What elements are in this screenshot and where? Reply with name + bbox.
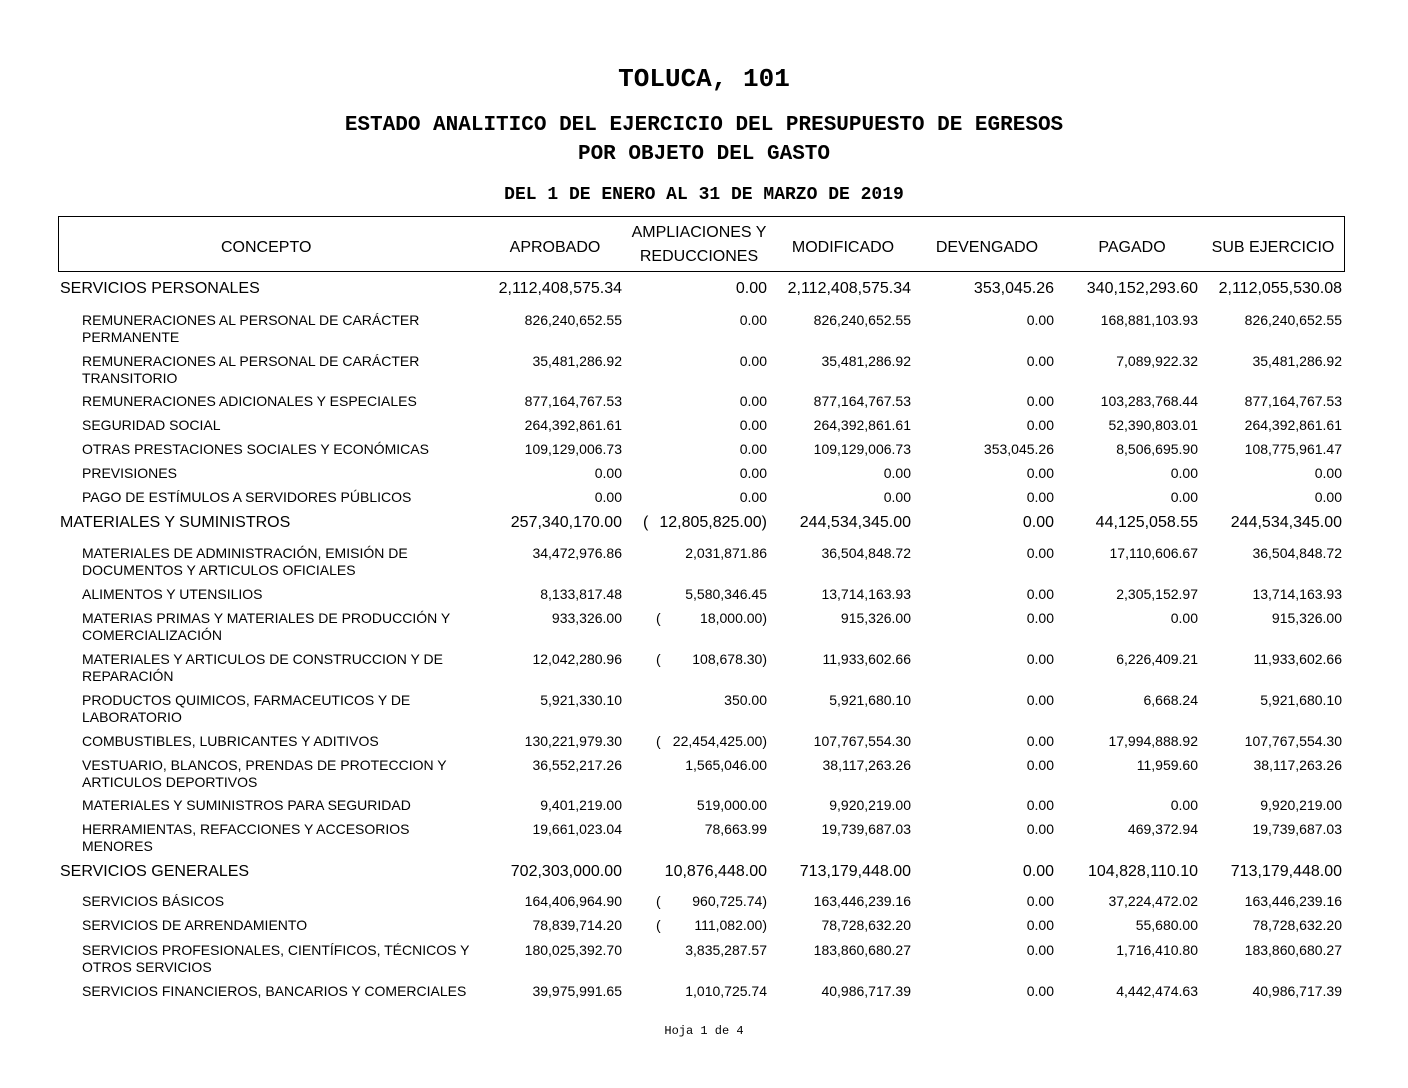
report-period: DEL 1 DE ENERO AL 31 DE MARZO DE 2019 bbox=[504, 185, 904, 205]
ampliaciones-cell: 78,663.99 bbox=[704, 821, 767, 837]
aprobado-cell: 12,042,280.96 bbox=[532, 651, 622, 667]
devengado-cell: 0.00 bbox=[1026, 417, 1054, 433]
pagado-cell: 469,372.94 bbox=[1127, 821, 1198, 837]
ampliaciones-cell: 3,835,287.57 bbox=[685, 942, 767, 958]
modificado-cell: 264,392,861.61 bbox=[813, 417, 911, 433]
devengado-cell: 0.00 bbox=[1026, 545, 1054, 561]
devengado-cell: 0.00 bbox=[1026, 465, 1054, 481]
pagado-cell: 17,994,888.92 bbox=[1108, 733, 1198, 749]
aprobado-cell: 257,340,170.00 bbox=[510, 514, 622, 531]
modificado-cell: 0.00 bbox=[883, 489, 911, 505]
devengado-cell: 0.00 bbox=[1026, 393, 1054, 409]
modificado-cell: 713,179,448.00 bbox=[799, 863, 911, 880]
column-header-devengado: DEVENGADO bbox=[935, 239, 1039, 256]
concepto-cell: PRODUCTOS QUIMICOS, FARMACEUTICOS Y DE LABORATORIO bbox=[82, 692, 411, 725]
sub-ejercicio-cell: 915,326.00 bbox=[1271, 610, 1342, 626]
devengado-cell: 0.00 bbox=[1026, 797, 1054, 813]
sub-ejercicio-cell: 5,921,680.10 bbox=[1260, 692, 1342, 708]
ampliaciones-cell: 5,580,346.45 bbox=[685, 586, 767, 602]
concepto-cell: COMBUSTIBLES, LUBRICANTES Y ADITIVOS bbox=[82, 733, 379, 749]
pagado-cell: 0.00 bbox=[1170, 797, 1198, 813]
aprobado-cell: 2,112,408,575.34 bbox=[498, 280, 622, 297]
ampliaciones-cell: 18,000.00) bbox=[700, 610, 767, 626]
aprobado-cell: 933,326.00 bbox=[551, 610, 622, 626]
ampliaciones-cell: 2,031,871.86 bbox=[685, 545, 767, 561]
concepto-cell: HERRAMIENTAS, REFACCIONES Y ACCESORIOS MENORES bbox=[82, 821, 410, 854]
sub-ejercicio-cell: 244,534,345.00 bbox=[1230, 514, 1342, 531]
ampliaciones-cell: 108,678.30) bbox=[692, 651, 767, 667]
pagado-cell: 37,224,472.02 bbox=[1108, 893, 1198, 909]
negative-paren: ( bbox=[656, 651, 661, 667]
ampliaciones-cell: 1,565,046.00 bbox=[685, 757, 767, 773]
column-header-ampliaciones-line2: REDUCCIONES bbox=[639, 248, 759, 265]
pagado-cell: 52,390,803.01 bbox=[1108, 417, 1198, 433]
aprobado-cell: 78,839,714.20 bbox=[532, 917, 622, 933]
aprobado-cell: 34,472,976.86 bbox=[532, 545, 622, 561]
aprobado-cell: 109,129,006.73 bbox=[524, 441, 622, 457]
sub-ejercicio-cell: 0.00 bbox=[1314, 465, 1342, 481]
sub-ejercicio-cell: 163,446,239.16 bbox=[1244, 893, 1342, 909]
negative-paren: ( bbox=[656, 733, 661, 749]
aprobado-cell: 8,133,817.48 bbox=[540, 586, 622, 602]
ampliaciones-cell: 350.00 bbox=[724, 692, 767, 708]
aprobado-cell: 164,406,964.90 bbox=[524, 893, 622, 909]
aprobado-cell: 35,481,286.92 bbox=[532, 353, 622, 369]
negative-paren: ( bbox=[656, 610, 661, 626]
pagado-cell: 0.00 bbox=[1170, 610, 1198, 626]
devengado-cell: 0.00 bbox=[1026, 586, 1054, 602]
modificado-cell: 107,767,554.30 bbox=[813, 733, 911, 749]
column-header-ampliaciones-line1: AMPLIACIONES Y bbox=[631, 224, 767, 241]
modificado-cell: 109,129,006.73 bbox=[813, 441, 911, 457]
devengado-cell: 0.00 bbox=[1022, 863, 1054, 880]
negative-paren: ( bbox=[656, 893, 661, 909]
modificado-cell: 11,933,602.66 bbox=[822, 651, 911, 667]
concepto-cell: ALIMENTOS Y UTENSILIOS bbox=[82, 586, 263, 602]
aprobado-cell: 36,552,217.26 bbox=[532, 757, 622, 773]
column-header-modificado: MODIFICADO bbox=[791, 239, 895, 256]
column-header-concepto: CONCEPTO bbox=[221, 239, 312, 256]
concepto-cell: MATERIALES Y ARTICULOS DE CONSTRUCCION Y DE REPARACIÓN bbox=[82, 651, 443, 684]
sub-ejercicio-cell: 11,933,602.66 bbox=[1253, 651, 1342, 667]
pagado-cell: 340,152,293.60 bbox=[1086, 280, 1198, 297]
concepto-cell: REMUNERACIONES AL PERSONAL DE CARÁCTER PERMANENTE bbox=[82, 312, 420, 345]
devengado-cell: 0.00 bbox=[1026, 610, 1054, 626]
pagado-cell: 4,442,474.63 bbox=[1116, 983, 1198, 999]
concepto-cell: SERVICIOS BÁSICOS bbox=[82, 893, 225, 909]
column-header-pagado: PAGADO bbox=[1098, 239, 1166, 256]
page-number: Hoja 1 de 4 bbox=[664, 1024, 744, 1038]
concepto-cell: REMUNERACIONES AL PERSONAL DE CARÁCTER TRANSITORIO bbox=[82, 353, 420, 386]
pagado-cell: 168,881,103.93 bbox=[1100, 312, 1198, 328]
sub-ejercicio-cell: 19,739,687.03 bbox=[1252, 821, 1342, 837]
ampliaciones-cell: 1,010,725.74 bbox=[685, 983, 767, 999]
sub-ejercicio-cell: 108,775,961.47 bbox=[1244, 441, 1342, 457]
modificado-cell: 244,534,345.00 bbox=[799, 514, 911, 531]
aprobado-cell: 702,303,000.00 bbox=[510, 863, 622, 880]
modificado-cell: 163,446,239.16 bbox=[813, 893, 911, 909]
devengado-cell: 0.00 bbox=[1026, 983, 1054, 999]
ampliaciones-cell: 0.00 bbox=[739, 312, 767, 328]
ampliaciones-cell: 111,082.00) bbox=[694, 917, 767, 933]
aprobado-cell: 9,401,219.00 bbox=[540, 797, 622, 813]
devengado-cell: 0.00 bbox=[1026, 821, 1054, 837]
modificado-cell: 19,739,687.03 bbox=[821, 821, 911, 837]
column-header-aprobado: APROBADO bbox=[509, 239, 601, 256]
devengado-cell: 0.00 bbox=[1026, 489, 1054, 505]
sub-ejercicio-cell: 78,728,632.20 bbox=[1252, 917, 1342, 933]
sub-ejercicio-cell: 264,392,861.61 bbox=[1244, 417, 1342, 433]
modificado-cell: 40,986,717.39 bbox=[821, 983, 911, 999]
devengado-cell: 0.00 bbox=[1026, 942, 1054, 958]
ampliaciones-cell: 12,805,825.00) bbox=[659, 514, 767, 531]
concepto-cell: MATERIAS PRIMAS Y MATERIALES DE PRODUCCIÓN Y COMERCIALIZACIÓN bbox=[82, 610, 450, 643]
sub-ejercicio-cell: 107,767,554.30 bbox=[1244, 733, 1342, 749]
devengado-cell: 0.00 bbox=[1026, 312, 1054, 328]
sub-ejercicio-cell: 183,860,680.27 bbox=[1244, 942, 1342, 958]
modificado-cell: 5,921,680.10 bbox=[829, 692, 911, 708]
ampliaciones-cell: 960,725.74) bbox=[692, 893, 767, 909]
pagado-cell: 1,716,410.80 bbox=[1116, 942, 1198, 958]
pagado-cell: 44,125,058.55 bbox=[1095, 514, 1198, 531]
modificado-cell: 13,714,163.93 bbox=[821, 586, 911, 602]
aprobado-cell: 0.00 bbox=[594, 465, 622, 481]
devengado-cell: 0.00 bbox=[1026, 692, 1054, 708]
aprobado-cell: 5,921,330.10 bbox=[540, 692, 622, 708]
ampliaciones-cell: 519,000.00 bbox=[696, 797, 767, 813]
concepto-cell: MATERIALES Y SUMINISTROS bbox=[60, 514, 291, 531]
concepto-cell: OTRAS PRESTACIONES SOCIALES Y ECONÓMICAS bbox=[82, 441, 429, 457]
modificado-cell: 877,164,767.53 bbox=[813, 393, 911, 409]
aprobado-cell: 180,025,392.70 bbox=[524, 942, 622, 958]
devengado-cell: 353,045.26 bbox=[973, 280, 1054, 297]
concepto-cell: SERVICIOS PERSONALES bbox=[60, 280, 260, 297]
aprobado-cell: 0.00 bbox=[594, 489, 622, 505]
ampliaciones-cell: 0.00 bbox=[739, 393, 767, 409]
negative-paren: ( bbox=[656, 917, 661, 933]
modificado-cell: 2,112,408,575.34 bbox=[787, 280, 911, 297]
concepto-cell: SERVICIOS FINANCIEROS, BANCARIOS Y COMERCIALES bbox=[82, 983, 467, 999]
concepto-cell: PREVISIONES bbox=[82, 465, 177, 481]
pagado-cell: 0.00 bbox=[1170, 489, 1198, 505]
concepto-cell: MATERIALES Y SUMINISTROS PARA SEGURIDAD bbox=[82, 797, 411, 813]
ampliaciones-cell: 0.00 bbox=[739, 489, 767, 505]
aprobado-cell: 130,221,979.30 bbox=[524, 733, 622, 749]
aprobado-cell: 826,240,652.55 bbox=[524, 312, 622, 328]
pagado-cell: 7,089,922.32 bbox=[1116, 353, 1198, 369]
pagado-cell: 55,680.00 bbox=[1135, 917, 1198, 933]
sub-ejercicio-cell: 877,164,767.53 bbox=[1244, 393, 1342, 409]
ampliaciones-cell: 0.00 bbox=[739, 417, 767, 433]
modificado-cell: 9,920,219.00 bbox=[829, 797, 911, 813]
sub-ejercicio-cell: 9,920,219.00 bbox=[1260, 797, 1342, 813]
report-title-line2: POR OBJETO DEL GASTO bbox=[577, 143, 831, 166]
pagado-cell: 103,283,768.44 bbox=[1100, 393, 1198, 409]
sub-ejercicio-cell: 38,117,263.26 bbox=[1253, 757, 1342, 773]
modificado-cell: 78,728,632.20 bbox=[821, 917, 911, 933]
sub-ejercicio-cell: 826,240,652.55 bbox=[1244, 312, 1342, 328]
concepto-cell: PAGO DE ESTÍMULOS A SERVIDORES PÚBLICOS bbox=[82, 489, 412, 505]
devengado-cell: 0.00 bbox=[1026, 893, 1054, 909]
ampliaciones-cell: 0.00 bbox=[739, 465, 767, 481]
ampliaciones-cell: 22,454,425.00) bbox=[672, 733, 767, 749]
devengado-cell: 0.00 bbox=[1026, 917, 1054, 933]
pagado-cell: 17,110,606.67 bbox=[1109, 545, 1198, 561]
ampliaciones-cell: 0.00 bbox=[735, 280, 767, 297]
devengado-cell: 0.00 bbox=[1026, 651, 1054, 667]
pagado-cell: 0.00 bbox=[1170, 465, 1198, 481]
aprobado-cell: 877,164,767.53 bbox=[524, 393, 622, 409]
sub-ejercicio-cell: 713,179,448.00 bbox=[1230, 863, 1342, 880]
pagado-cell: 6,668.24 bbox=[1143, 692, 1198, 708]
ampliaciones-cell: 0.00 bbox=[739, 441, 767, 457]
pagado-cell: 6,226,409.21 bbox=[1116, 651, 1198, 667]
aprobado-cell: 39,975,991.65 bbox=[532, 983, 622, 999]
modificado-cell: 0.00 bbox=[883, 465, 911, 481]
pagado-cell: 11,959.60 bbox=[1136, 757, 1198, 773]
concepto-cell: SERVICIOS DE ARRENDAMIENTO bbox=[82, 917, 308, 933]
modificado-cell: 35,481,286.92 bbox=[821, 353, 911, 369]
sub-ejercicio-cell: 36,504,848.72 bbox=[1252, 545, 1342, 561]
sub-ejercicio-cell: 13,714,163.93 bbox=[1252, 586, 1342, 602]
modificado-cell: 36,504,848.72 bbox=[821, 545, 911, 561]
aprobado-cell: 264,392,861.61 bbox=[524, 417, 622, 433]
devengado-cell: 0.00 bbox=[1022, 514, 1054, 531]
devengado-cell: 0.00 bbox=[1026, 757, 1054, 773]
sub-ejercicio-cell: 40,986,717.39 bbox=[1252, 983, 1342, 999]
concepto-cell: SEGURIDAD SOCIAL bbox=[82, 417, 221, 433]
negative-paren: ( bbox=[643, 514, 649, 531]
pagado-cell: 104,828,110.10 bbox=[1087, 863, 1198, 880]
concepto-cell: SERVICIOS PROFESIONALES, CIENTÍFICOS, TÉCNICOS Y OTROS SERVICIOS bbox=[82, 942, 470, 975]
concepto-cell: SERVICIOS GENERALES bbox=[60, 863, 250, 880]
sub-ejercicio-cell: 35,481,286.92 bbox=[1252, 353, 1342, 369]
aprobado-cell: 19,661,023.04 bbox=[532, 821, 622, 837]
devengado-cell: 353,045.26 bbox=[983, 441, 1054, 457]
column-header-sub-ejercicio: SUB EJERCICIO bbox=[1211, 239, 1335, 256]
modificado-cell: 183,860,680.27 bbox=[813, 942, 911, 958]
devengado-cell: 0.00 bbox=[1026, 733, 1054, 749]
concepto-cell: VESTUARIO, BLANCOS, PRENDAS DE PROTECCION Y ARTICULOS DEPORTIVOS bbox=[82, 757, 447, 790]
sub-ejercicio-cell: 2,112,055,530.08 bbox=[1218, 280, 1342, 297]
pagado-cell: 2,305,152.97 bbox=[1116, 586, 1198, 602]
ampliaciones-cell: 0.00 bbox=[739, 353, 767, 369]
modificado-cell: 915,326.00 bbox=[840, 610, 911, 626]
devengado-cell: 0.00 bbox=[1026, 353, 1054, 369]
sub-ejercicio-cell: 0.00 bbox=[1314, 489, 1342, 505]
ampliaciones-cell: 10,876,448.00 bbox=[664, 863, 767, 880]
modificado-cell: 826,240,652.55 bbox=[813, 312, 911, 328]
modificado-cell: 38,117,263.26 bbox=[822, 757, 911, 773]
pagado-cell: 8,506,695.90 bbox=[1116, 441, 1198, 457]
concepto-cell: MATERIALES DE ADMINISTRACIÓN, EMISIÓN DE DOCUMENTOS Y ARTICULOS OFICIALES bbox=[82, 545, 408, 578]
report-title-line1: ESTADO ANALITICO DEL EJERCICIO DEL PRESUPUESTO DE EGRESOS bbox=[344, 114, 1064, 137]
concepto-cell: REMUNERACIONES ADICIONALES Y ESPECIALES bbox=[82, 393, 417, 409]
entity-title: TOLUCA, 101 bbox=[618, 64, 790, 94]
